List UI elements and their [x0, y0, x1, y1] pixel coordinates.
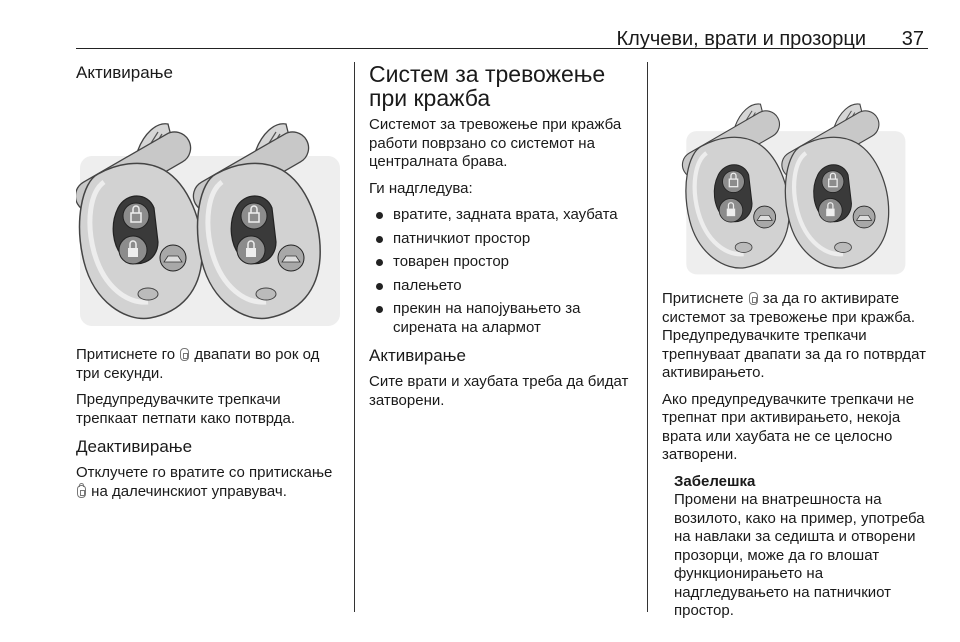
paragraph: Ги надгледува:: [369, 179, 473, 197]
column-3: [662, 62, 930, 629]
lock-icon: [180, 348, 189, 361]
list-item: товарен простор: [369, 253, 637, 272]
column-1: [76, 62, 342, 509]
page-header: [76, 20, 928, 49]
key-fob-image: [76, 124, 202, 319]
unlock-icon: [77, 485, 86, 498]
section-heading-activation: Активирање: [76, 63, 173, 82]
note-box: [662, 473, 930, 621]
list-item: прекин на напојувањето за сирената на алармот: [369, 300, 637, 337]
paragraph: Притиснете го двапати во рок од три секунди.: [76, 346, 320, 382]
page-number: 37: [901, 28, 924, 50]
paragraph: Притиснете за да го активирате системот за тревожење при кражба. Предупредувачките трепкачи трепнуваат двапати за да го потврдат активирањето.: [662, 290, 927, 381]
column-divider: [647, 62, 648, 612]
paragraph: Предупредувачките трепкачи трепкаат петпати како потврда.: [76, 391, 296, 427]
note-title: Забелешка: [674, 472, 756, 490]
section-heading-alarm-system: Систем за тревожење при кражба: [369, 61, 606, 111]
paragraph: Сите врати и хаубата треба да бидат затворени.: [369, 373, 629, 409]
paragraph: Ако предупредувачките трепкачи не трепнат при активирањето, некоја врата или хаубата не се целосно затворени.: [662, 390, 915, 463]
list-item: вратите, задната врата, хаубата: [369, 206, 637, 225]
column-divider: [354, 62, 355, 612]
key-fobs-illustration: [662, 94, 928, 276]
lock-icon: [749, 292, 758, 305]
key-fobs-illustration: [76, 112, 342, 328]
paragraph: Системот за тревожење при кражба работи поврзано со системот на централната брава.: [369, 116, 622, 170]
note-text: Промени на внатрешноста на возилото, како на пример, употреба на навлаки за седишта и отворени прозорци, може да го влошат функционирањето на надгледувањето на патничкиот простор.: [674, 491, 925, 619]
paragraph: Отклучете го вратите со притискање на далечинскиот управувач.: [76, 464, 333, 500]
section-heading-deactivation: Деактивирање: [76, 437, 193, 456]
list-item: патничкиот простор: [369, 230, 637, 249]
header-title: Клучеви, врати и прозорци: [616, 28, 866, 50]
column-2: [369, 62, 637, 418]
list-item: палењето: [369, 277, 637, 296]
section-heading-activation: Активирање: [369, 346, 466, 365]
monitored-list: [369, 206, 637, 337]
